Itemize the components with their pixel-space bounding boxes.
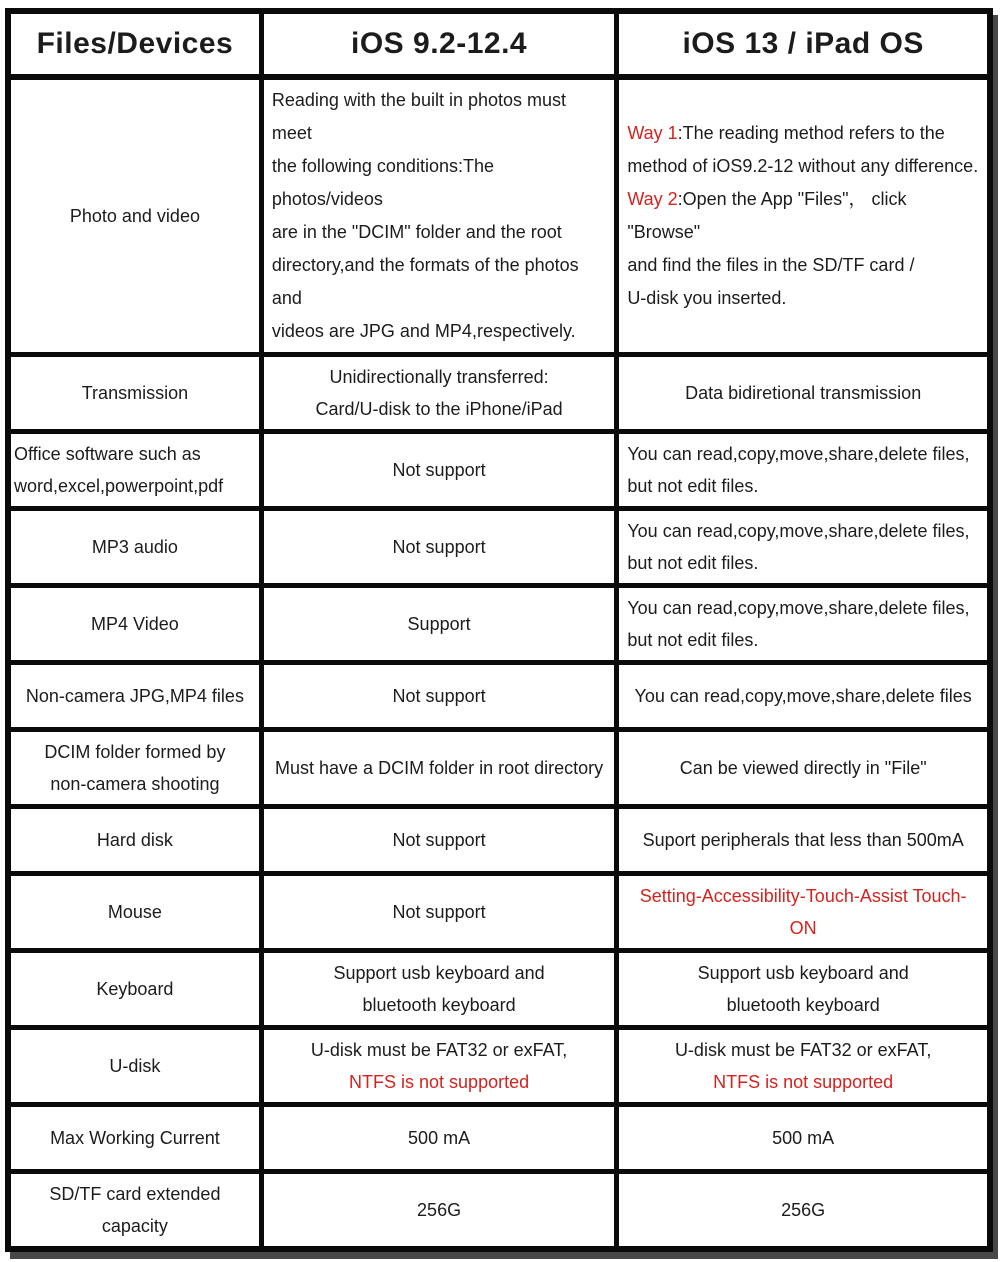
text-segment: U-disk must be FAT32 or exFAT, [310, 1040, 568, 1060]
text-segment: bluetooth keyboard [362, 995, 516, 1015]
text-line [272, 531, 606, 563]
text-line [627, 989, 979, 1021]
text-segment: are in the "DCIM" folder and the root [271, 222, 562, 242]
text-segment: 256G [417, 1200, 462, 1220]
text-segment: the following conditions:The photos/videos [271, 156, 494, 209]
text-segment: You can read,copy,move,share,delete files, [627, 521, 970, 541]
text-segment: directory,and the formats of the photos and [271, 255, 579, 308]
text-line [272, 249, 606, 315]
text-line [272, 84, 606, 150]
text-segment: Keyboard [96, 979, 174, 999]
text-segment: but not edit files. [627, 476, 759, 496]
text-segment: :Open the App "Files"， click "Browse" [627, 189, 907, 242]
ios13-cell [617, 730, 990, 807]
highlighted-text: Way 2 [627, 189, 678, 209]
text-segment: Data bidiretional transmission [685, 383, 922, 403]
text-segment: 500 mA [408, 1128, 471, 1148]
row-label-cell [8, 509, 261, 586]
text-line [627, 1034, 979, 1066]
text-line [272, 896, 606, 928]
header-cell-ios9: iOS 9.2-12.4 [261, 11, 616, 77]
text-segment: DCIM folder formed by [44, 742, 226, 762]
text-segment: You can read,copy,move,share,delete files, [627, 444, 970, 464]
row-label-cell [8, 663, 261, 730]
ios13-cell [617, 663, 990, 730]
text-line [272, 608, 606, 640]
text-line [272, 1122, 606, 1154]
ios13-cell [617, 1172, 990, 1250]
text-segment: SD/TF card extended capacity [49, 1184, 221, 1236]
text-line [627, 752, 979, 784]
row-label-cell [8, 77, 261, 355]
table-row [8, 730, 990, 807]
text-line [272, 1034, 606, 1066]
text-line [14, 1178, 256, 1242]
header-row [8, 11, 990, 77]
text-line [272, 361, 606, 393]
ios9-cell [261, 874, 616, 951]
text-segment: Unidirectionally transferred: [329, 367, 549, 387]
ios13-cell [617, 509, 990, 586]
highlighted-text: NTFS is not supported [349, 1072, 530, 1092]
text-segment: MP4 Video [91, 614, 179, 634]
text-line [627, 470, 979, 502]
text-line [272, 680, 606, 712]
text-segment: Support [407, 614, 471, 634]
text-line [627, 880, 979, 944]
ios9-cell [261, 730, 616, 807]
table-header [8, 11, 990, 77]
text-line [14, 768, 256, 800]
table-row [8, 1172, 990, 1250]
ios13-cell [617, 807, 990, 874]
text-segment: Mouse [107, 902, 162, 922]
text-line [627, 824, 979, 856]
text-line [627, 1122, 979, 1154]
text-line [14, 1050, 256, 1082]
text-segment: Office software such as [14, 444, 201, 464]
text-segment: 256G [781, 1200, 826, 1220]
text-line [14, 896, 256, 928]
text-line [272, 454, 606, 486]
text-line [627, 117, 979, 150]
row-label-cell [8, 355, 261, 432]
text-line [627, 1066, 979, 1098]
text-segment: Not support [392, 830, 486, 850]
row-label-cell [8, 1105, 261, 1172]
text-segment: Not support [392, 460, 486, 480]
text-line [272, 1066, 606, 1098]
text-line [14, 438, 256, 470]
text-line [627, 150, 979, 183]
text-segment: You can read,copy,move,share,delete files [634, 686, 972, 706]
text-line [627, 282, 979, 315]
text-line [627, 680, 979, 712]
table-row [8, 432, 990, 509]
row-label-cell [8, 1172, 261, 1250]
text-segment: Transmission [81, 383, 189, 403]
text-segment: but not edit files. [627, 553, 759, 573]
ios9-cell [261, 663, 616, 730]
text-line [272, 752, 606, 784]
ios13-cell [617, 1105, 990, 1172]
ios13-cell [617, 874, 990, 951]
ios9-cell [261, 509, 616, 586]
table-row [8, 951, 990, 1028]
text-segment: Support usb keyboard and [333, 963, 545, 983]
text-segment: Can be viewed directly in "File" [679, 758, 927, 778]
text-segment: Not support [392, 537, 486, 557]
text-segment: Photo and video [69, 205, 200, 226]
ios13-cell [617, 1028, 990, 1105]
ios13-cell [617, 355, 990, 432]
table-row [8, 355, 990, 432]
text-line [627, 515, 979, 547]
text-line [14, 470, 256, 502]
row-label-cell [8, 1028, 261, 1105]
text-line [272, 989, 606, 1021]
text-line [627, 624, 979, 656]
ios13-cell [617, 432, 990, 509]
table-row [8, 663, 990, 730]
text-line [272, 824, 606, 856]
ios9-cell [261, 1028, 616, 1105]
text-segment: videos are JPG and MP4,respectively. [271, 321, 576, 341]
table-row [8, 874, 990, 951]
table-row [8, 807, 990, 874]
ios13-cell [617, 77, 990, 355]
row-label-cell [8, 951, 261, 1028]
text-segment: U-disk must be FAT32 or exFAT, [674, 1040, 932, 1060]
text-line [272, 957, 606, 989]
text-line [627, 438, 979, 470]
text-segment: word,excel,powerpoint,pdf [14, 476, 224, 496]
text-segment: Not support [392, 686, 486, 706]
text-segment: non-camera shooting [50, 774, 220, 794]
text-line [14, 973, 256, 1005]
text-line [14, 736, 256, 768]
text-line [272, 216, 606, 249]
text-line [14, 200, 256, 233]
text-segment: method of iOS9.2-12 without any difference. [627, 156, 979, 176]
highlighted-text: Way 1 [627, 123, 678, 143]
text-line [14, 824, 256, 856]
highlighted-text: Setting-Accessibility-Touch-Assist Touch-ON [639, 886, 967, 938]
row-label-cell [8, 807, 261, 874]
text-line [627, 183, 979, 249]
ios9-cell [261, 77, 616, 355]
text-segment: Non-camera JPG,MP4 files [25, 686, 244, 706]
table-row [8, 586, 990, 663]
header-cell-files-devices: Files/Devices [8, 11, 261, 77]
text-segment: Card/U-disk to the iPhone/iPad [315, 399, 563, 419]
text-line [627, 592, 979, 624]
text-segment: 500 mA [772, 1128, 835, 1148]
text-segment: Hard disk [96, 830, 173, 850]
row-label-cell [8, 432, 261, 509]
ios9-cell [261, 1105, 616, 1172]
comparison-table [5, 8, 993, 1252]
text-segment: U-disk [109, 1056, 161, 1076]
text-segment: Max Working Current [50, 1128, 220, 1148]
text-segment: MP3 audio [91, 537, 178, 557]
table-row [8, 1028, 990, 1105]
text-line [14, 531, 256, 563]
table-row [8, 509, 990, 586]
ios9-cell [261, 432, 616, 509]
row-label-cell [8, 874, 261, 951]
text-segment: Support usb keyboard and [697, 963, 909, 983]
text-segment: Not support [392, 902, 486, 922]
text-segment: Must have a DCIM folder in root directory [275, 758, 604, 778]
ios13-cell [617, 586, 990, 663]
row-label-cell [8, 730, 261, 807]
row-label-cell [8, 586, 261, 663]
highlighted-text: NTFS is not supported [713, 1072, 894, 1092]
text-line [627, 957, 979, 989]
ios9-cell [261, 951, 616, 1028]
table-row [8, 1105, 990, 1172]
text-line [272, 393, 606, 425]
text-line [627, 547, 979, 579]
text-segment: :The reading method refers to the [677, 123, 945, 143]
table-body [8, 77, 990, 1249]
text-segment: Reading with the built in photos must meet [271, 90, 567, 143]
ios9-cell [261, 355, 616, 432]
table-row [8, 77, 990, 355]
text-segment: U-disk you inserted. [627, 288, 787, 308]
text-line [14, 680, 256, 712]
ios9-cell [261, 807, 616, 874]
text-segment: bluetooth keyboard [726, 995, 880, 1015]
text-line [14, 1122, 256, 1154]
ios13-cell [617, 951, 990, 1028]
text-line [627, 377, 979, 409]
text-line [272, 150, 606, 216]
text-line [627, 249, 979, 282]
header-cell-ios13: iOS 13 / iPad OS [617, 11, 990, 77]
text-segment: but not edit files. [627, 630, 759, 650]
text-line [14, 377, 256, 409]
ios9-cell [261, 586, 616, 663]
ios9-cell [261, 1172, 616, 1250]
text-segment: and find the files in the SD/TF card / [627, 255, 915, 275]
text-segment: Suport peripherals that less than 500mA [642, 830, 964, 850]
text-line [14, 608, 256, 640]
text-line [272, 315, 606, 348]
text-segment: You can read,copy,move,share,delete files, [627, 598, 970, 618]
